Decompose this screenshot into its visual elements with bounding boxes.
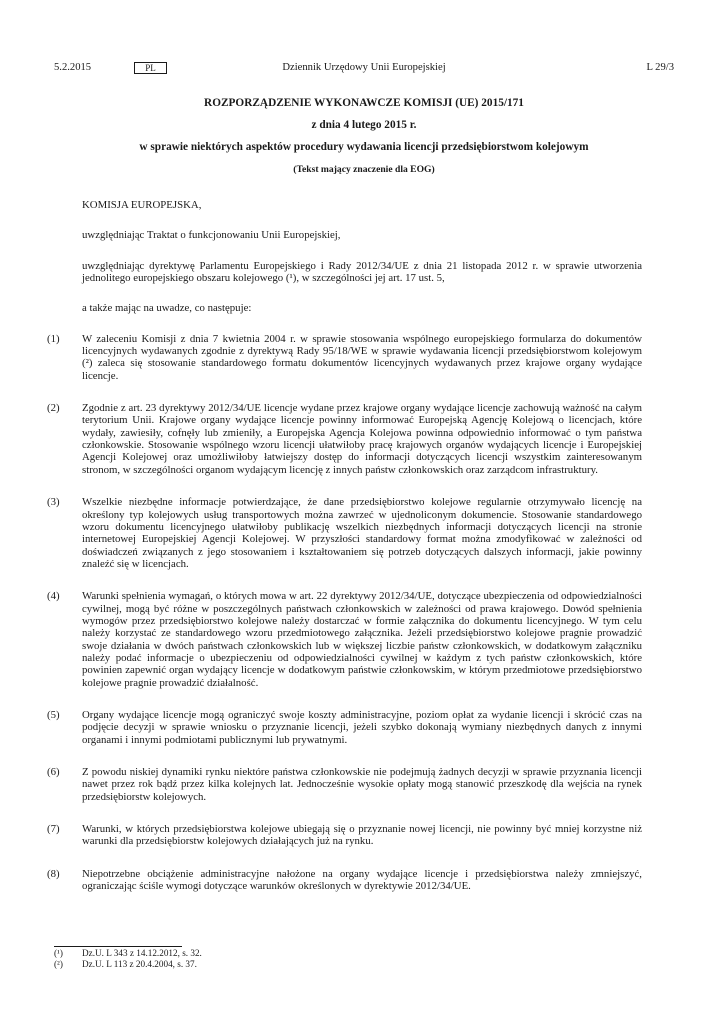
regulation-date: z dnia 4 lutego 2015 r. <box>311 119 417 131</box>
preamble-whereas: a także mając na uwadze, co następuje: <box>82 302 252 315</box>
preamble-directive: uwzględniając dyrektywę Parlamentu Europejskiego i Rady 2012/34/UE z dnia 21 listopada 2012 r. w sprawie utworzenia jednolitego europejskiego obszaru kolejowego (¹), w szczególności jej art. 17 ust. 5, <box>82 259 642 285</box>
recital-text: Warunki, w których przedsiębiorstwa kolejowe ubiegają się o przyznanie nowej licencji, nie powinny być mniej korzystne niż warunki dla przedsiębiorstw kolejowych działających już na rynku. <box>82 823 642 848</box>
recital-number: (6) <box>47 766 60 778</box>
recital-number: (5) <box>47 708 60 721</box>
footnote-text: Dz.U. L 113 z 20.4.2004, s. 37. <box>82 959 197 970</box>
recital-4 <box>47 590 642 689</box>
recital-3 <box>47 496 642 570</box>
journal-title: Dziennik Urzędowy Unii Europejskiej <box>282 62 446 73</box>
recital-text: Niepotrzebne obciążenie administracyjne nałożone na organy wydające licencje i przedsiębiorstwa należy zmniejszyć, ograniczając ściśle wymogi dotyczące warunków określonych w dyrektywie 2012/34/UE. <box>82 867 642 893</box>
journal-header <box>54 62 674 76</box>
recital-7 <box>47 823 642 848</box>
recital-text: Zgodnie z art. 23 dyrektywy 2012/34/UE licencje wydane przez krajowe organy wydające licencje zachowują ważność na całym terytorium Unii. Krajowe organy wydające licencje powinny informować Europejską Agencję Kolejową o licencjach, które wydały, zawiesiły, cofnęły lub zmieniły, a Europejska Agencja Kolejowa powinna odpowiednio informować o tym państwa członkowskie. Stosowanie wspólnego wzoru licencji ułatwiłoby pracę krajowych organów wydających licencje i Europejskiej Agencji Kolejowej oraz umożliwiłoby łatwiejszy dostęp do informacji dotyczących licencji wszystkim zainteresowanym stronom, w szczególności organom wydającym licencję z innych państw członkowskich oraz zarządcom infrastruktury. <box>82 402 642 476</box>
preamble-treaty: uwzględniając Traktat o funkcjonowaniu Unii Europejskiej, <box>82 229 341 242</box>
recital-5 <box>47 709 642 746</box>
recital-number: (7) <box>47 823 60 836</box>
footnotes <box>54 948 202 971</box>
recitals-list <box>47 332 642 893</box>
footnote-2 <box>54 959 202 970</box>
publication-date: 5.2.2015 <box>54 62 92 73</box>
recital-number: (3) <box>47 496 60 509</box>
regulation-title-block <box>54 97 674 185</box>
recital-6 <box>47 766 642 803</box>
recital-1 <box>47 333 642 382</box>
eea-relevance-note: (Tekst mający znaczenie dla EOG) <box>293 164 435 175</box>
language-badge: PL <box>134 62 167 74</box>
regulation-title: ROZPORZĄDZENIE WYKONAWCZE KOMISJI (UE) 2015/171 <box>204 97 524 109</box>
footnote-mark: (²) <box>54 959 63 970</box>
footnote-1 <box>54 948 202 959</box>
document-body <box>47 199 642 912</box>
recital-text: Wszelkie niezbędne informacje potwierdzające, że dane przedsiębiorstwo kolejowe regularnie otrzymywało licencję na określony typ kolejowych usług transportowych można zawrzeć w ujednoliconym dokumencie. Stosowanie standardowego wzoru dokumentu licencyjnego ułatwiłoby publikację wszelkich niezbędnych informacji dotyczących licencji na stronie internetowej Europejskiej Agencji Kolejowej. W przyszłości standardowy format można zmodyfikować w zależności od doświadczeń związanych z jego stosowaniem i kształtowaniem się potrzeb dotyczących dalszych informacji, jakie powinny znaleźć się w licencjach. <box>82 496 642 570</box>
preamble-commission: KOMISJA EUROPEJSKA, <box>82 199 202 211</box>
recital-number: (1) <box>47 332 60 345</box>
recital-text: Z powodu niskiej dynamiki rynku niektóre państwa członkowskie nie podejmują żadnych decyzji w sprawie przyznania licencji nawet przez rok bądź przez kilka kolejnych lat. Jednocześnie wysokie opłaty mogą stanowić przeszkodę dla wejścia na rynek przedsiębiorstw kolejowych. <box>82 766 642 803</box>
footnote-text: Dz.U. L 343 z 14.12.2012, s. 32. <box>82 948 202 958</box>
recital-number: (8) <box>47 867 60 880</box>
recital-text: Warunki spełnienia wymagań, o których mowa w art. 22 dyrektywy 2012/34/UE, dotyczące ubezpieczenia od odpowiedzialności cywilnej, mogą być różne w poszczególnych państwach członkowskich w zależności od prawa krajowego. Dowód spełnienia wymogów przez przedsiębiorstwo kolejowe należy dostarczać w formie załącznika do dokumentu licencyjnego. W tym celu należy korzystać ze standardowego wzoru przedmiotowego załącznika. Jeżeli przedsiębiorstwo kolejowe pragnie prowadzić swoje działania w dwóch państwach członkowskich lub w większej liczbie państw członkowskich, w dodatkowym załączniku należy podać informacje o ubezpieczeniu od odpowiedzialności cywilnej w każdym z tych państw członkowskich, które powinien zapewnić organ wydający licencje w dodatkowym państwie członkowskim, w którym przedmiotowe przedsiębiorstwo kolejowe pragnie prowadzić działalność. <box>82 590 642 689</box>
recital-number: (2) <box>47 402 60 415</box>
recital-8 <box>47 868 642 893</box>
recital-2 <box>47 402 642 476</box>
footnote-mark: (¹) <box>54 948 63 958</box>
footnote-divider <box>54 946 182 947</box>
recital-number: (4) <box>47 590 60 603</box>
regulation-subject: w sprawie niektórych aspektów procedury wydawania licencji przedsiębiorstwom kolejowym <box>139 141 589 153</box>
recital-text: Organy wydające licencje mogą ograniczyć swoje koszty administracyjne, poziom opłat za wydanie licencji i skrócić czas na podjęcie decyzji w sprawie wniosku o przyznanie licencji, jeżeli szybko dokonają wymiany niezbędnych danych z innymi organami i innymi podmiotami publicznymi lub prywatnymi. <box>82 708 642 746</box>
page-reference: L 29/3 <box>646 62 674 73</box>
recital-text: W zaleceniu Komisji z dnia 7 kwietnia 2004 r. w sprawie stosowania wspólnego europejskiego formularza do dokumentów licencyjnych wydawanych zgodnie z dyrektywą Rady 95/18/WE w sprawie wydawania licencji przedsiębiorstwom kolejowym (²) zaleca się stosowanie standardowego formatu dokumentów licencyjnych wydawanych przez krajowe organy wydające licencje. <box>82 332 642 382</box>
